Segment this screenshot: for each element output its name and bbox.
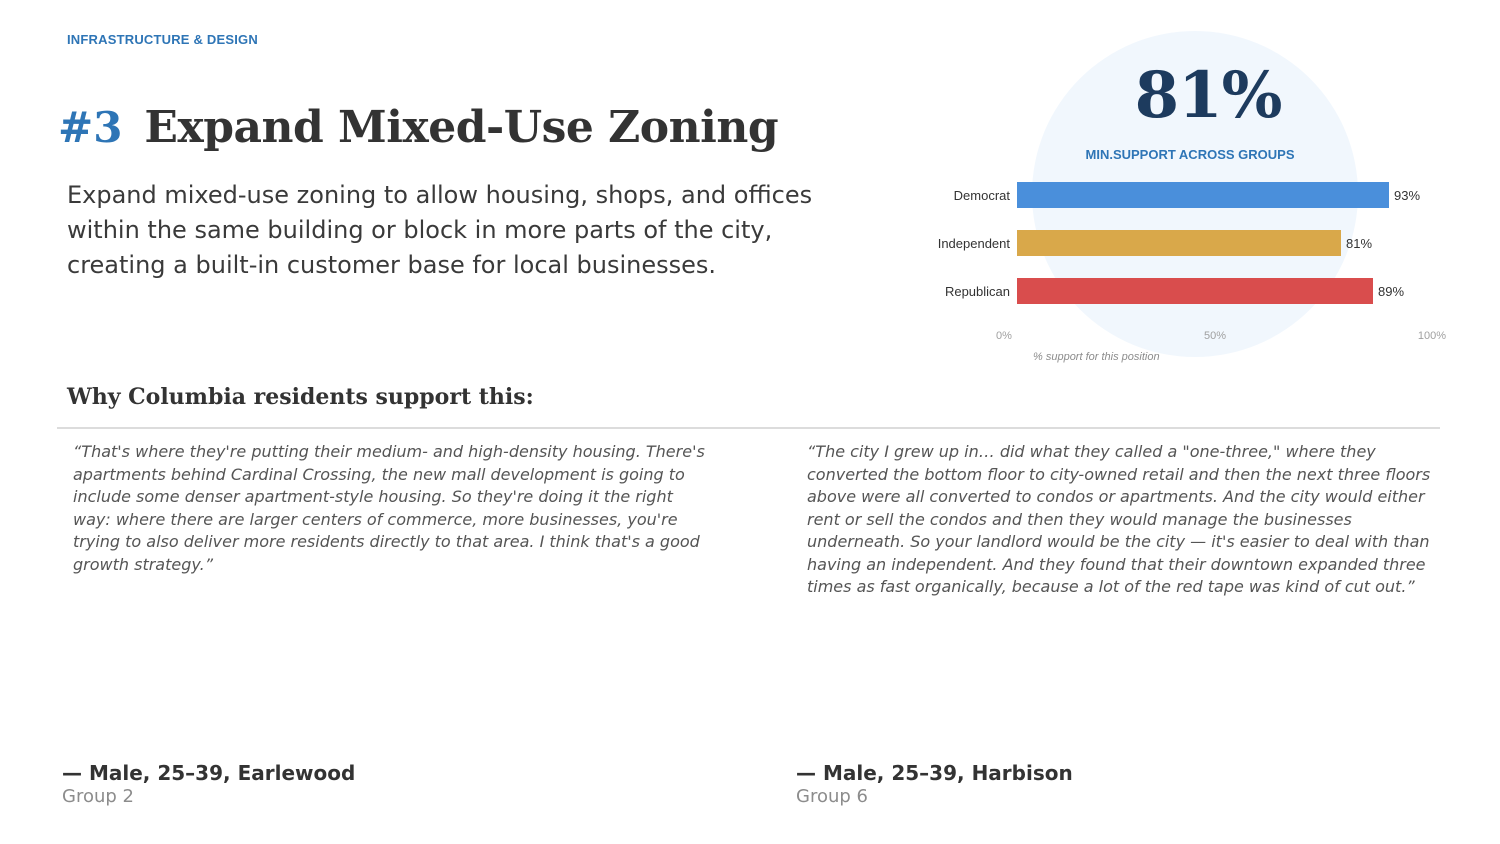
category-label-democrat: Democrat [953, 188, 1010, 203]
quote-group-2: Group 6 [796, 786, 868, 807]
quote-group-1: Group 2 [62, 786, 134, 807]
title-row [58, 102, 778, 153]
value-label-independent: 81% [1346, 236, 1373, 251]
x-tick-label: 100% [1417, 330, 1447, 342]
policy-description: Expand mixed-use zoning to allow housing, shops, and offices within the same building or block in more parts of the city, creating a built-in customer base for local businesses. [67, 181, 813, 279]
value-label-republican: 89% [1378, 284, 1405, 299]
x-tick-label: 0% [996, 330, 1012, 342]
category-label: INFRASTRUCTURE & DESIGN [67, 32, 258, 47]
quote-text-2: “The city I grew up in… did what they called a "one-three," where they converted the bottom floor to city-owned retail and then the next three floors above were all converted to condos or apartments. And the city would either rent or sell the condos and then they would manage the businesses underneath. So your landlord would be the city — it's easier to deal with than having an independent. And they found that their downtown expanded three times as fast organically, because a lot of the red tape was kind of cut out.” [807, 442, 1431, 596]
section-heading: Why Columbia residents support this: [67, 384, 534, 410]
section-divider [57, 427, 1440, 429]
min-support-label: MIN.SUPPORT ACROSS GROUPS [1085, 147, 1295, 162]
page-title: Expand Mixed-Use Zoning [144, 102, 779, 153]
chart-note: % support for this position [1033, 351, 1160, 363]
quote-text-1: “That's where they're putting their medium- and high-density housing. There's apartments behind Cardinal Crossing, the new mall development is going to include some denser apartment-style housing. So they're doing it the right way: where there are larger centers of commerce, more businesses, you're trying to also deliver more residents directly to that area. I think that's a good growth strategy.” [73, 442, 705, 574]
category-label-republican: Republican [944, 284, 1010, 299]
quote-attribution-2: — Male, 25–39, Harbison [796, 761, 1073, 785]
x-tick-label: 50% [1203, 330, 1227, 342]
quote-attribution-1: — Male, 25–39, Earlewood [62, 761, 356, 785]
rank-number: #3 [58, 103, 123, 152]
min-support-value: 81% [1134, 58, 1282, 133]
value-label-democrat: 93% [1394, 188, 1421, 203]
category-label-independent: Independent [937, 236, 1010, 251]
